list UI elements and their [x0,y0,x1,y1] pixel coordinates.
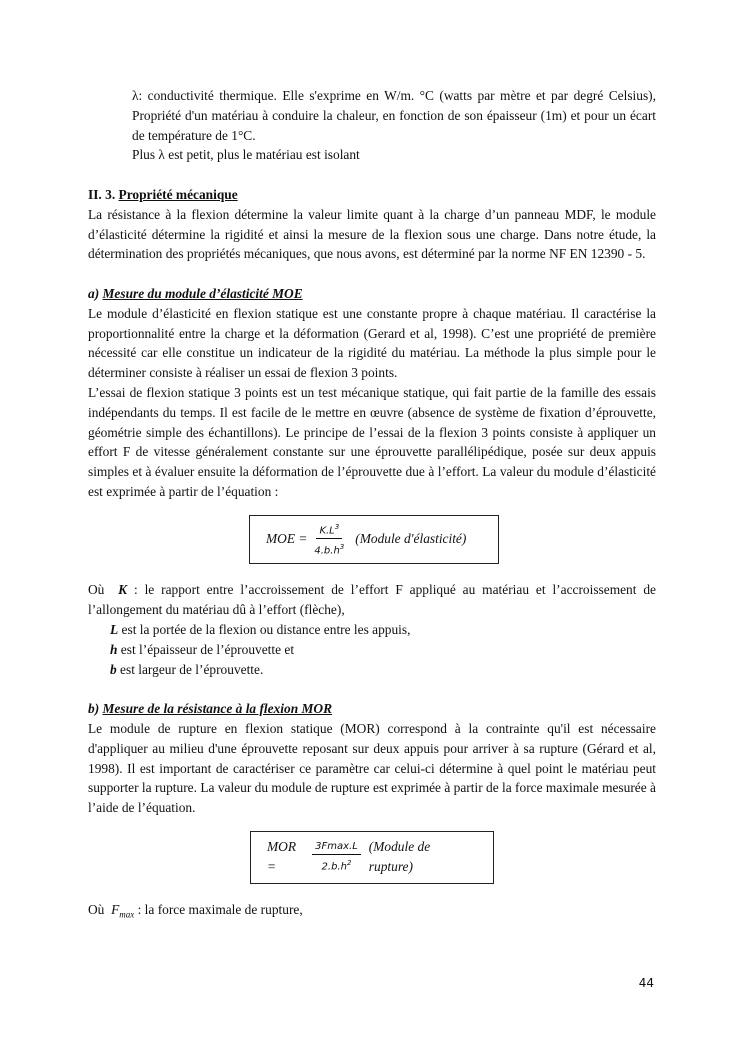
symbol-fmax: $F_{max}$ [111,901,135,920]
section-title: Propriété mécanique [118,186,238,202]
moe-formula-box [249,515,499,565]
section-number: II. 3. [88,186,116,202]
symbol-b: b [110,661,117,677]
mor-formula-numerator: 3Fmax.L [312,841,361,855]
moe-formula-caption: (Module d'élasticité) [355,531,467,547]
moe-formula-lhs: MOE = [266,531,308,547]
symbol-k: K [118,582,128,598]
mor-formula-denominator: $2.b.h^2$ [321,858,352,872]
mor-formula-wrap [88,831,656,884]
page-number: 44 [638,976,654,990]
mor-formula-lhs: MOR = [267,838,297,874]
mor-label: b) [88,701,100,717]
document-page [88,86,656,925]
moe-label: a) [88,285,100,301]
moe-heading [88,284,656,304]
section-intro: La résistance à la flexion détermine la valeur limite quant à la charge d’un panneau MDF, le module d’élasticité détermine la rigidité et ainsi la mesure de la flexion sous une charge. Dans notre étude, la détermination des propriétés mécaniques, que nous avons, est déterminé par la norme NF EN 12390 - 5. [88,206,656,262]
moe-paragraph-2: L’essai de flexion statique 3 points est un test mécanique statique, qui fait partie de la famille des essais indépendants du temps. Il est facile de le mettre en œuvre (absence de système de fixation d’éprouvette, géométrie simple des échantillons). Le principe de l’essai de la flexion 3 points consiste à appliquer un effort F de vitesse généralement constante sur une éprouvette parallélipédique, posée sur deux appuis simples et à évaluer ensuite la déformation de l’éprouvette due à l’effort. La valeur du module d’élasticité est exprimée à partir de l’équation : [88,384,656,499]
symbol-l: L [110,621,119,637]
moe-where-h: h est l’épaisseur de l’éprouvette et [110,641,295,657]
section-heading [88,185,656,205]
moe-where-k: Où K : le rapport entre l’accroissement de l’effort F appliqué au matériau et l’accroissement de l’allongement du matériau dû à l’effort (flèche), [88,582,656,618]
moe-where-b: b est largeur de l’éprouvette. [110,661,264,677]
symbol-h: h [110,641,118,657]
mor-paragraph: Le module de rupture en flexion statique (MOR) correspond à la contrainte qu'il est nécessaire d'appliquer au milieu d'une éprouvette reposant sur deux appuis pour arriver à sa rupture (Gérard et al, 1998). Il est important de caractériser ce paramètre car celui-ci détermine à quel point le matériau peut supporter la rupture. La valeur du module de rupture est exprimée à partir de la force maximale mesurée à l’aide de l’équation. [88,720,656,816]
mor-formula-box [250,831,494,884]
mor-where-f: Où $F_{max}$ : la force maximale de rupture, [88,901,303,920]
mor-formula-fraction [312,841,361,873]
mor-title: Mesure de la résistance à la flexion MOR [102,701,333,717]
lambda-note: Plus λ est petit, plus le matériau est isolant [132,147,360,163]
mor-heading [88,699,656,719]
moe-title: Mesure du module d’élasticité MOE [102,285,303,301]
moe-formula-denominator: $4.b.h^3$ [314,543,345,557]
moe-paragraph-1: Le module d’élasticité en flexion statique est une constante propre à chaque matériau. Il caractérise la proportionnalité entre la charge et la déformation (Gerard et al, 1998). C’est une propriété de première nécessité car elle constitue un indicateur de la rigidité du matériau. La méthode la plus simple pour le déterminer consiste à réaliser un essai de flexion 3 points. [88,305,656,381]
moe-formula-wrap [88,515,656,565]
mor-formula-caption: (Module de rupture) [368,838,431,874]
lambda-definition: λ: conductivité thermique. Elle s'exprime en W/m. °C (watts par mètre et par degré Celsius), Propriété d'un matériau à conduire la chaleur, en fonction de son épaisseur (1m) et pour un écart de température de 1°C. [132,88,656,143]
moe-where-l: L est la portée de la flexion ou distance entre les appuis, [110,621,411,637]
moe-formula-fraction [311,521,347,558]
moe-formula-numerator: $K.L^3$ [316,521,342,539]
